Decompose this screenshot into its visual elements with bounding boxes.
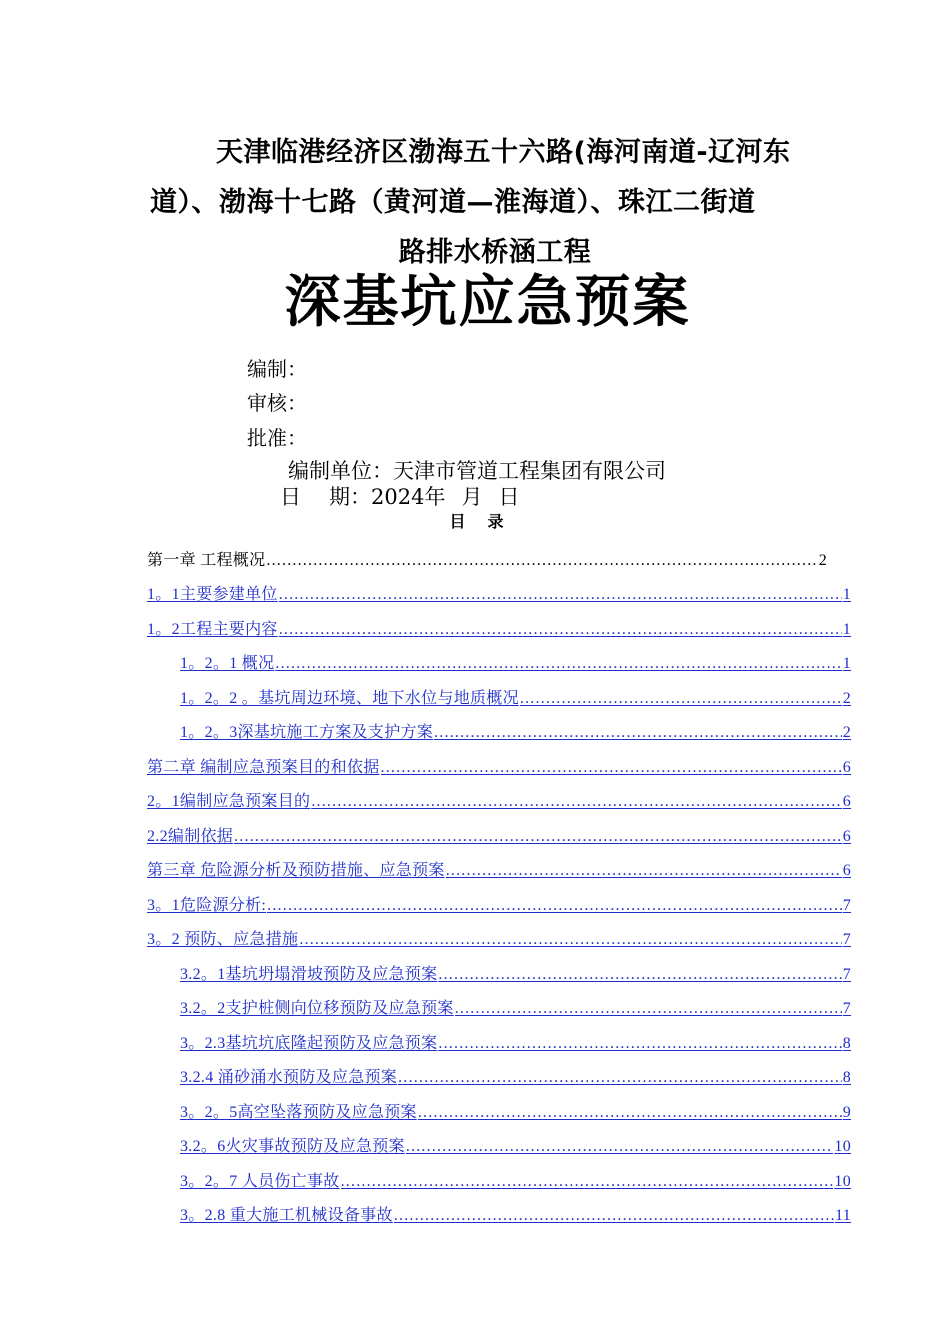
project-title-line-3: 路排水桥涵工程 xyxy=(398,237,592,268)
date-month: 月 xyxy=(461,485,483,509)
toc-entry-text[interactable]: 3。2。5高空坠落预防及应急预案 xyxy=(180,1103,417,1121)
toc-link-chapter-3[interactable] xyxy=(147,852,851,887)
toc-leader-dots xyxy=(398,1069,842,1087)
toc-leader-dots xyxy=(279,586,842,604)
toc-leader-dots xyxy=(520,690,842,708)
toc-entry-page[interactable]: 10 xyxy=(834,1172,851,1190)
toc-leader-dots xyxy=(234,828,842,846)
toc-entry-page[interactable]: 7 xyxy=(842,1000,851,1018)
toc-entry-page[interactable]: 9 xyxy=(842,1103,851,1121)
toc-entry-page[interactable]: 2 xyxy=(842,724,851,742)
reviewer-label: 审核： xyxy=(247,391,307,415)
toc-entry-page[interactable]: 7 xyxy=(842,896,851,914)
toc-entry-text[interactable]: 3.2。6火灾事故预防及应急预案 xyxy=(180,1138,405,1156)
toc-entry-text[interactable]: 第三章 危险源分析及预防措施、应急预案 xyxy=(147,862,445,880)
toc-entry-page[interactable]: 6 xyxy=(842,827,851,845)
toc-entry-text[interactable]: 1。1主要参建单位 xyxy=(147,586,278,604)
toc-link-3-2-3[interactable] xyxy=(147,1024,851,1059)
toc-entry-page[interactable]: 6 xyxy=(842,758,851,776)
toc-link-1-2[interactable] xyxy=(147,610,851,645)
toc-entry-page: 2 xyxy=(818,551,827,569)
toc-link-chapter-2[interactable] xyxy=(147,748,851,783)
toc-leader-dots xyxy=(299,931,841,949)
toc-heading: 目录 xyxy=(449,512,526,531)
compiling-unit-label: 编制单位： xyxy=(288,459,393,483)
toc-entry-page[interactable]: 6 xyxy=(842,862,851,880)
toc-link-3-2[interactable] xyxy=(147,921,851,956)
editor-label: 编制： xyxy=(247,357,307,381)
toc-link-3-2-7[interactable] xyxy=(147,1162,851,1197)
toc-entry-page[interactable]: 8 xyxy=(842,1069,851,1087)
compiling-unit-name: 天津市管道工程集团有限公司 xyxy=(393,459,666,483)
toc-entry-chapter-1 xyxy=(147,541,851,576)
project-title xyxy=(150,128,820,278)
toc-entry-page[interactable]: 8 xyxy=(842,1034,851,1052)
toc-entry-text[interactable]: 第二章 编制应急预案目的和依据 xyxy=(147,758,380,776)
toc-link-3-1[interactable] xyxy=(147,886,851,921)
toc-leader-dots xyxy=(266,552,817,570)
toc-entry-text[interactable]: 1。2。3深基坑施工方案及支护方案 xyxy=(180,724,434,742)
project-title-line-1: 天津临港经济区渤海五十六路(海河南道-辽河东 xyxy=(216,137,791,168)
toc-entry-page[interactable]: 7 xyxy=(842,931,851,949)
toc-entry-text[interactable]: 3。2.8 重大施工机械设备事故 xyxy=(180,1207,393,1225)
date-line xyxy=(280,483,519,511)
toc-entry-page[interactable]: 7 xyxy=(842,965,851,983)
compiling-unit xyxy=(288,457,666,485)
toc-entry-text[interactable]: 1。2。2 。基坑周边环境、地下水位与地质概况 xyxy=(180,689,519,707)
date-day: 日 xyxy=(498,485,520,509)
toc-link-2-1[interactable] xyxy=(147,783,851,818)
project-title-line-2: 道）、渤海十七路（黄河道—淮海道）、珠江二街道 xyxy=(150,187,756,218)
toc-entry-page[interactable]: 10 xyxy=(834,1138,851,1156)
date-year: 2024年 xyxy=(371,485,446,509)
toc-entry-text[interactable]: 1。2。1 概况 xyxy=(180,655,275,673)
toc-leader-dots xyxy=(275,655,841,673)
toc-entry-text[interactable]: 3.2。2支护桩侧向位移预防及应急预案 xyxy=(180,1000,454,1018)
toc-leader-dots xyxy=(381,759,842,777)
toc-link-3-2-1[interactable] xyxy=(147,955,851,990)
toc-leader-dots xyxy=(418,1104,842,1122)
toc-entry-text[interactable]: 3.2。1基坑坍塌滑坡预防及应急预案 xyxy=(180,965,438,983)
toc-link-2-2[interactable] xyxy=(147,817,851,852)
table-of-contents xyxy=(147,541,851,1231)
toc-leader-dots xyxy=(267,897,842,915)
toc-leader-dots xyxy=(341,1173,834,1191)
toc-entry-page[interactable]: 1 xyxy=(842,620,851,638)
toc-entry-text[interactable]: 3.2.4 涌砂涌水预防及应急预案 xyxy=(180,1069,398,1087)
approver-label: 批准： xyxy=(247,426,307,450)
toc-entry-page[interactable]: 2 xyxy=(842,689,851,707)
toc-leader-dots xyxy=(434,724,842,742)
toc-entry-text[interactable]: 3。2。7 人员伤亡事故 xyxy=(180,1172,340,1190)
date-label-a: 日 xyxy=(280,485,301,509)
toc-leader-dots xyxy=(279,621,842,639)
toc-link-3-2-8[interactable] xyxy=(147,1197,851,1232)
date-label-b: 期： xyxy=(329,485,371,509)
toc-link-3-2-5[interactable] xyxy=(147,1093,851,1128)
toc-entry-page[interactable]: 1 xyxy=(842,655,851,673)
toc-leader-dots xyxy=(438,1035,841,1053)
toc-entry-text: 第一章 工程概况 xyxy=(147,551,266,569)
toc-entry-page[interactable]: 11 xyxy=(834,1207,851,1225)
toc-leader-dots xyxy=(438,966,841,984)
toc-link-3-2-4[interactable] xyxy=(147,1059,851,1094)
toc-leader-dots xyxy=(406,1138,834,1156)
toc-link-1-1[interactable] xyxy=(147,576,851,611)
toc-leader-dots xyxy=(455,1000,842,1018)
toc-entry-text[interactable]: 3。1危险源分析: xyxy=(147,896,267,914)
toc-entry-text[interactable]: 3。2.3基坑坑底隆起预防及应急预案 xyxy=(180,1034,438,1052)
toc-entry-text[interactable]: 2。1编制应急预案目的 xyxy=(147,793,311,811)
toc-link-1-2-3[interactable] xyxy=(147,714,851,749)
document-title: 深基坑应急预案 xyxy=(284,270,691,335)
toc-link-1-2-2[interactable] xyxy=(147,679,851,714)
toc-entry-text[interactable]: 1。2工程主要内容 xyxy=(147,620,278,638)
toc-link-3-2-6[interactable] xyxy=(147,1128,851,1163)
toc-entry-text[interactable]: 3。2 预防、应急措施 xyxy=(147,931,299,949)
toc-entry-page[interactable]: 6 xyxy=(842,793,851,811)
toc-link-1-2-1[interactable] xyxy=(147,645,851,680)
toc-entry-page[interactable]: 1 xyxy=(842,586,851,604)
toc-leader-dots xyxy=(446,862,842,880)
toc-leader-dots xyxy=(311,793,841,811)
toc-leader-dots xyxy=(394,1207,834,1225)
toc-link-3-2-2[interactable] xyxy=(147,990,851,1025)
toc-entry-text[interactable]: 2.2编制依据 xyxy=(147,827,234,845)
